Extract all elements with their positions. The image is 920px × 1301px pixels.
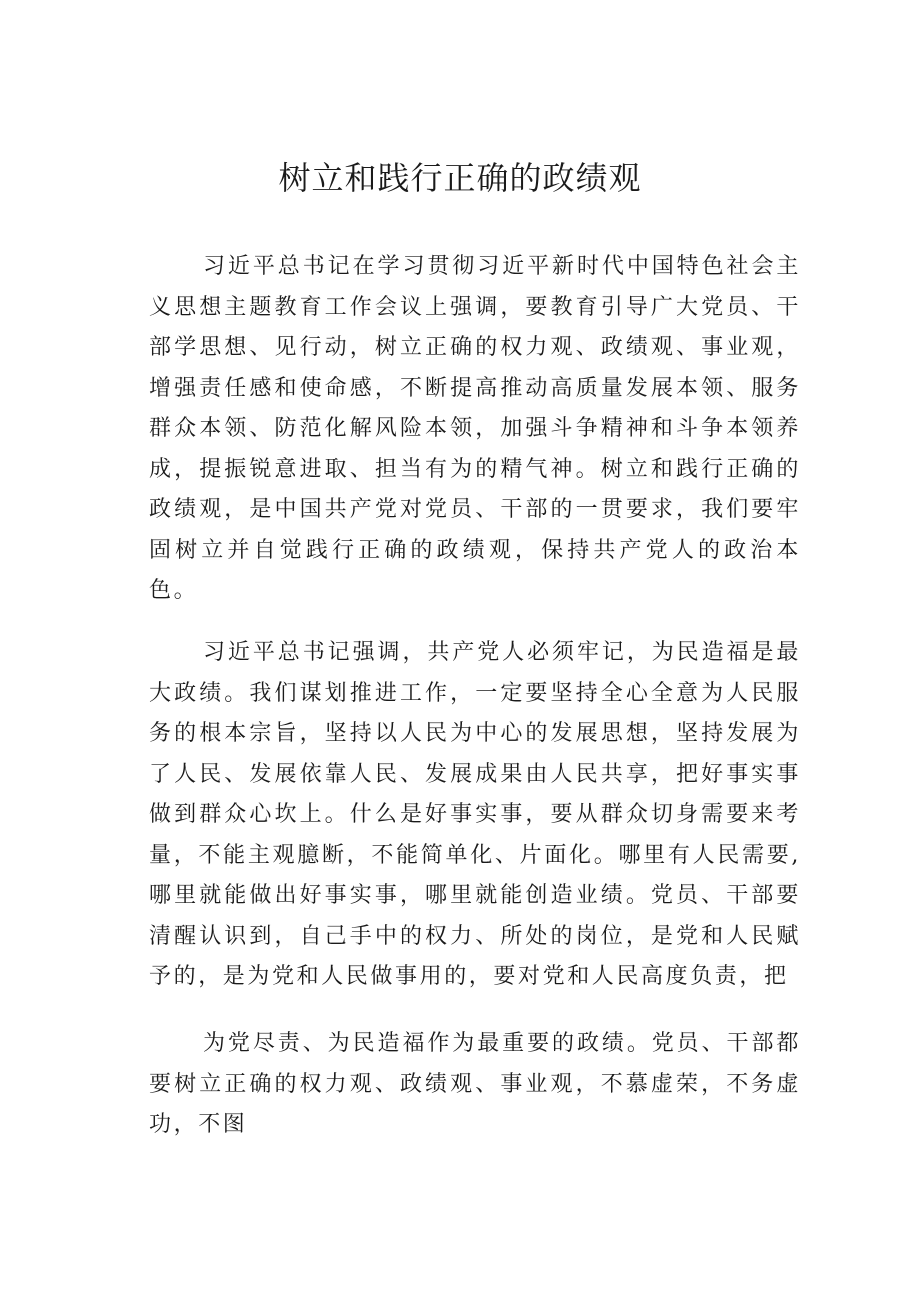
paragraph-1: 习近平总书记在学习贯彻习近平新时代中国特色社会主义思想主题教育工作会议上强调，要教育引导广大党员、干部学思想、见行动，树立正确的权力观、政绩观、事业观，增强责任感和使命感，不断提高推动高质量发展本领、服务群众本领、防范化解风险本领，加强斗争精神和斗争本领养成，提振锐意进取、担当有为的精气神。树立和践行正确的政绩观，是中国共产党对党员、干部的一贯要求，我们要牢固树立并自觉践行正确的政绩观，保持共产党人的政治本色。 (149, 254, 801, 603)
paragraph-2: 习近平总书记强调，共产党人必须牢记，为民造福是最大政绩。我们谋划推进工作，一定要坚持全心全意为人民服务的根本宗旨，坚持以人民为中心的发展思想，坚持发展为了人民、发展依靠人民、发展成果由人民共享，把好事实事做到群众心坎上。什么是好事实事，要从群众切身需要来考量，不能主观臆断，不能简单化、片面化。哪里有人民需要,哪里就能做出好事实事，哪里就能创造业绩。党员、干部要清醒认识到，自己手中的权力、所处的岗位，是党和人民赋予的，是为党和人民做事用的，要对党和人民高度负责，把 (149, 640, 801, 989)
paragraph-3: 为党尽责、为民造福作为最重要的政绩。党员、干部都要树立正确的权力观、政绩观、事业观，不慕虚荣，不务虚功，不图 (149, 1031, 801, 1137)
document-title: 树立和践行正确的政绩观 (278, 159, 642, 197)
